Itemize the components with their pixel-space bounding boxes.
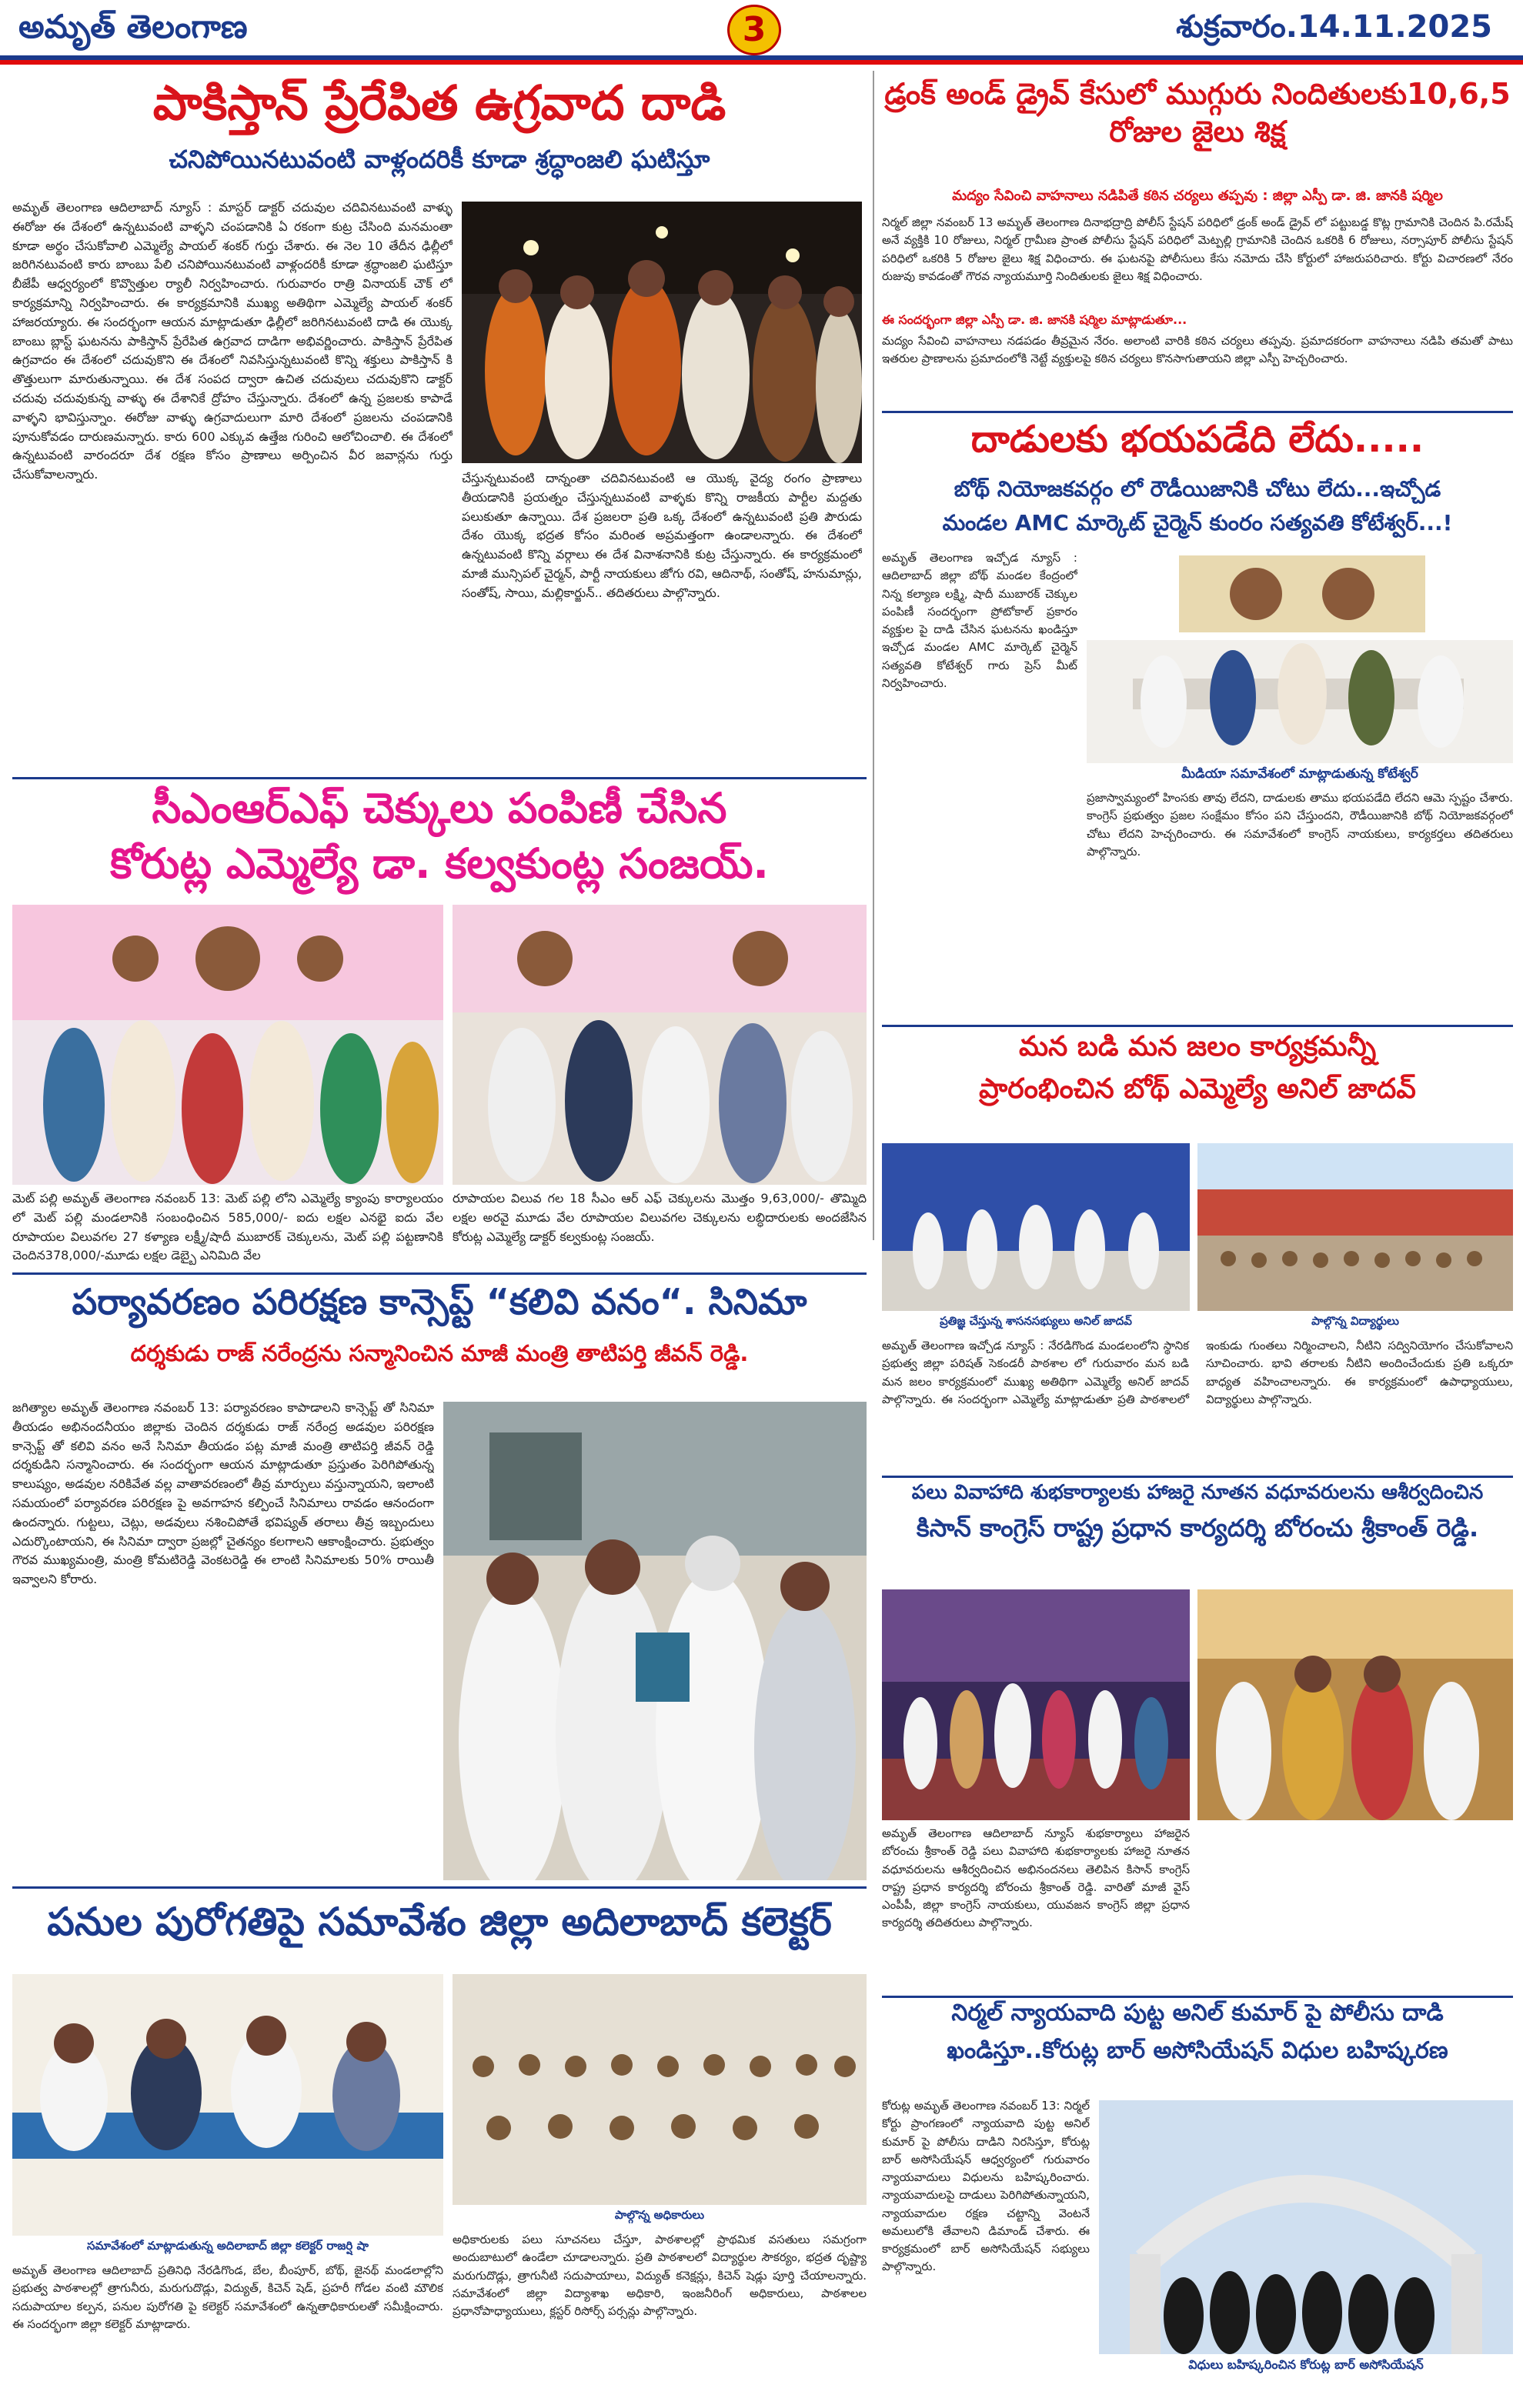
story8-body-right: అధికారులకు పలు సూచనలు చేస్తూ, పాఠశాలల్లో ప్రాథమిక వసతులు సమగ్రంగా అందుబాటులో ఉండేలా చూడాలన్నారు. ప్రతి పాఠశాలలో విద్యార్థుల సౌకర్యం, భద్రత దృష్ట్యా మరుగుదొడ్లు, త్రాగునీటి సదుపాయాలు, విద్యుత్ కనెక్షన్లు, కిచెన్ షెడ్లు పూర్తి చేయాలన్నారు. సమావేశంలో జిల్లా విద్యాశాఖ అధికారి, ఇంజనీరింగ్ అధికారులు, పాఠశాలల ప్రధానోపాధ్యాయులు, క్లస్టర్ రిసోర్స్ పర్సన్లు పాల్గొన్నారు. — [453, 2233, 867, 2318]
story9-headline-line1: నిర్మల్ న్యాయవాది పుట్ట అనిల్ కుమార్ పై పోలీసు దాడి — [951, 2000, 1444, 2026]
story9-divider — [882, 1996, 1513, 1998]
story6-headline: పర్యావరణం పరిరక్షణ కాన్సెప్ట్ “కలివి వనం“. సినిమా — [72, 1281, 807, 1322]
story9-headline-line2: ఖండిస్తూ..కోరుట్ల బార్ అసోసియేషన్ విధుల బహిష్కరణ — [947, 2036, 1448, 2064]
story1-body-right: చేస్తున్నటువంటి దాన్నంతా చదివినటువంటి ఆ యొక్క వైద్య రంగం ప్రాణాలు తీయడానికి ప్రయత్నం చేస్తున్నటువంటి వాళ్ళకు కొన్ని రాజకీయ పార్టీల మద్దతు పలుకుతూ ఉన్నాయి. దేశ ప్రజలరా ప్రతి ఒక్క దేశంలో ఉన్నటువంటి ప్రతి పౌరుడు దేశం యొక్క భద్రత కోసం మరింత అప్రమత్తంగా ఉండాలన్నారు. ఈ దేశంలో ఉన్నటువంటి కొన్ని వర్గాలు ఈ దేశ వినాశనానికి కుట్ర చేస్తున్నారు. ఈ కార్యక్రమంలో మాజీ మున్సిపల్ చైర్మన్, పార్టీ నాయకులు జోగు రవి, ఆదినాథ్, సంతోష్, హనుమాన్లు, సంతోష్, సాయి, మల్లికార్జున్.. తదితరులు పాల్గొన్నారు. — [462, 471, 862, 600]
story4-header — [12, 785, 867, 900]
story4-divider — [12, 777, 867, 779]
story2-headline: డ్రంక్ అండ్ డ్రైవ్ కేసులో ముగ్గురు నిందితులకు10,6,5 రోజుల జైలు శిక్ష — [884, 77, 1511, 149]
story5-headline-line2: ప్రారంభించిన బోథ్ ఎమ్మెల్యే అనిల్ జాదవ్ — [979, 1073, 1416, 1106]
story1-photo — [462, 202, 862, 463]
story6-subheadline: దర్శకుడు రాజ్ నరేంద్రను సన్మానించిన మాజీ మంత్రి తాటిపర్తి జీవన్ రెడ్డి. — [130, 1339, 749, 1366]
story9-body: కోరుట్ల అమృత్ తెలంగాణ నవంబర్ 13: నిర్మల్ కోర్టు ప్రాంగణంలో న్యాయవాది పుట్ట అనిల్ కుమార్ పై పోలీసు దాడిని నిరసిస్తూ, కోరుట్ల బార్ అసోసియేషన్ ఆధ్వర్యంలో గురువారం న్యాయవాదులు విధులను బహిష్కరించారు. న్యాయవాదులపై దాడులు పెరిగిపోతున్నాయని, న్యాయవాదుల రక్షణ చట్టాన్ని వెంటనే అమలులోకి తేవాలని డిమాండ్ చేశారు. ఈ కార్యక్రమంలో బార్ అసోసియేషన్ సభ్యులు పాల్గొన్నారు. — [882, 2099, 1090, 2274]
masthead-rule — [0, 60, 1523, 65]
story7-divider — [882, 1476, 1513, 1478]
story8-caption-left: సమావేశంలో మాట్లాడుతున్న అదిలాబాద్ జిల్లా కలెక్టర్ రాజర్షి షా — [87, 2239, 369, 2253]
story1-header — [12, 71, 867, 194]
story4-headline-line1: సీఎంఆర్ఎఫ్ చెక్కులు పంపిణీ చేసిన — [152, 785, 727, 832]
story2-body: నిర్మల్ జిల్లా నవంబర్ 13 అమృత్ తెలంగాణ దినాభద్రాద్రి పోలీస్ స్టేషన్ పరిధిలో డ్రంక్ అండ్ డ్రైవ్ లో పట్టుబడ్డ కొట్ల గ్రామానికి చెందిన పి.రమేష్ అనే వ్యక్తికి 10 రోజులు, నిర్మల్ గ్రామీణ ప్రాంత పోలీసు స్టేషన్ పరిధిలో మెట్పల్లి గ్రామానికి చెందిన ఒకరికి 6 రోజులు, నర్సాపూర్ పోలీసు స్టేషన్ పరిధిలో ఒకరికి 5 రోజుల జైలు శిక్ష విధించారు. ఈ ఘటనపై పోలీసులు కేసు నమోదు చేసి కోర్టులో హాజరుపరిచారు. కోర్టు విచారణలో నేరం రుజువు కావడంతో గౌరవ న్యాయమూర్తి నిందితులకు జైలు శిక్ష విధించారు. — [882, 215, 1513, 283]
story5-photo-left — [882, 1143, 1190, 1311]
story8-photo-right — [453, 1974, 867, 2205]
story3-body-left: అమృత్ తెలంగాణ ఇచ్చోడ న్యూస్ : ఆదిలాబాద్ జిల్లా బోథ్ మండల కేంద్రంలో నిన్న కల్యాణ లక్ష్మి, షాదీ ముబారక్ చెక్కుల పంపిణీ సందర్భంగా ప్రోటోకాల్ ప్రకారం వ్యక్తుల పై దాడి చేసిన ఘటనను ఖండిస్తూ ఇచ్చోడ మండల AMC మార్కెట్ చైర్మెన్ సత్యవతి కోటేశ్వర్ గారు ప్రెస్ మీట్ నిర్వహించారు. — [882, 551, 1077, 690]
story1-subheadline: చనిపోయినటువంటి వాళ్లందరికీ కూడా శ్రద్ధాంజలి ఘటిస్తూ — [169, 145, 710, 175]
story5-header — [882, 1031, 1513, 1139]
story2-subheadline: మద్యం సేవించి వాహనాలు నడిపితే కఠిన చర్యలు తప్పవు : జిల్లా ఎస్పీ డా. జి. జానకి షర్మిల — [952, 188, 1443, 204]
issue-date: శుక్రవారం.14.11.2025 — [1176, 9, 1492, 45]
story9-header — [882, 2000, 1513, 2093]
story4-headline-line2: కోరుట్ల ఎమ్మెల్యే డా. కల్వకుంట్ల సంజయ్. — [110, 839, 769, 889]
story5-caption-left: ప్రతిజ్ఞ చేస్తున్న శాసనసభ్యులు అనిల్ జాదవ్ — [940, 1314, 1132, 1328]
story3-photo-caption: మీడియా సమావేశంలో మాట్లాడుతున్న కోటేశ్వర్ — [1181, 766, 1418, 782]
story7-headline-line2: కిసాన్ కాంగ్రెస్ రాష్ట్ర ప్రధాన కార్యదర్శి బోరంచు శ్రీకాంత్ రెడ్డి. — [916, 1513, 1479, 1543]
story5-headline-line1: మన బడి మన జలం కార్యక్రమన్నీ — [1018, 1031, 1377, 1062]
story3-headline: దాడులకు భయపడేది లేదు..... — [970, 419, 1424, 461]
story3-subheadline-2: మండల AMC మార్కెట్ చైర్మెన్ కుంరం సత్యవతి కోటేశ్వర్...! — [942, 511, 1453, 535]
story7-photo-left — [882, 1589, 1190, 1820]
story3-subheadline-1: బోథ్ నియోజకవర్గం లో రౌడీయిజానికి చోటు లేదు...ఇచ్చోడ — [954, 477, 1441, 502]
story2-header — [882, 71, 1513, 186]
story8-caption-right: పాల్గొన్న అధికారులు — [614, 2208, 705, 2222]
story7-photo-right — [1197, 1589, 1513, 1820]
story8-headline: పనుల పురోగతిపై సమావేశం జిల్లా అదిలాబాద్ కలెక్టర్ — [47, 1899, 832, 1944]
page-number-badge: 3 — [727, 5, 781, 55]
story8-divider — [12, 1886, 867, 1889]
story7-headline-line1: పలు వివాహాది శుభకార్యాలకు హాజరై నూతన వధూవరులను ఆశీర్వదించిన — [911, 1481, 1484, 1504]
story4-body-right: రూపాయల విలువ గల 18 సీఎం ఆర్ ఎఫ్ చెక్కులను మొత్తం 9,63,000/- తొమ్మిది లక్షల అరవై మూడు వేల రూపాయల విలువగల చెక్కులను లబ్ధిదారులకు అందజేసిన కోరుట్ల ఎమ్మెల్యే డాక్టర్ కల్వకుంట్ల సంజయ్. — [453, 1191, 867, 1244]
story2-quote: మద్యం సేవించి వాహనాలు నడపడం తీవ్రమైన నేరం. అలాంటి వారికి కఠిన చర్యలు తప్పవు. ప్రమాదకరంగా వాహనాలు నడిపి తమతో పాటు ఇతరుల ప్రాణాలను ప్రమాదంలోకి నెట్టే వ్యక్తులపై కఠిన చర్యలు కొనసాగుతాయని జిల్లా ఎస్పీ హెచ్చరించారు. — [882, 334, 1513, 366]
story3-body-right: ప్రజాస్వామ్యంలో హింసకు తావు లేదని, దాడులకు తాము భయపడేది లేదని ఆమె స్పష్టం చేశారు. కాంగ్రెస్ ప్రభుత్వం ప్రజల సంక్షేమం కోసం పని చేస్తుందని, రౌడీయిజానికి బోథ్ నియోజకవర్గంలో చోటు లేదని హెచ్చరించారు. ఈ సమావేశంలో కాంగ్రెస్ నాయకులు, కార్యకర్తలు తదితరులు పాల్గొన్నారు. — [1087, 791, 1513, 859]
story2-divider — [882, 411, 1513, 413]
story5-body: అమృత్ తెలంగాణ ఇచ్చోడ న్యూస్ : నేరడిగొండ మండలంలోని స్థానిక ప్రభుత్వ జిల్లా పరిషత్ సెకండరీ పాఠశాల లో గురువారం మన బడి మన జలం కార్యక్రమంలో ముఖ్య అతిథిగా ఎమ్మెల్యే అనిల్ జాదవ్ పాల్గొన్నారు. ఈ సందర్భంగా ఎమ్మెల్యే మాట్లాడుతూ ప్రతి పాఠశాలలో ఇంకుడు గుంతలు నిర్మించాలని, నీటిని సద్వినియోగం చేసుకోవాలని సూచించారు. భావి తరాలకు నీటిని అందించేందుకు ప్రతి ఒక్కరూ బాధ్యత వహించాలన్నారు. ఈ కార్యక్రమంలో ఉపాధ్యాయులు, విద్యార్థులు పాల్గొన్నారు. — [882, 1339, 1513, 1406]
story3-header — [882, 419, 1513, 474]
story5-photo-right — [1197, 1143, 1513, 1311]
story5-divider — [882, 1025, 1513, 1027]
story6-photo — [443, 1402, 867, 1880]
story4-photo-left — [12, 905, 443, 1185]
story1-headline: పాకిస్తాన్ ప్రేరేపిత ఉగ్రవాద దాడి — [152, 75, 726, 131]
story8-header — [12, 1893, 867, 1969]
story7-header — [882, 1480, 1513, 1580]
story5-caption-right: పాల్గొన్న విద్యార్థులు — [1311, 1314, 1399, 1328]
story8-photo-left — [12, 1974, 443, 2236]
story6-header — [12, 1279, 867, 1394]
story9-photo — [1099, 2100, 1513, 2354]
story2-quote-label: ఈ సందర్భంగా జిల్లా ఎస్పీ డా. జి. జానకి షర్మిల మాట్లాడుతూ... — [882, 312, 1187, 327]
story4-photo-right — [453, 905, 867, 1185]
story8-body-left: అమృత్ తెలంగాణ ఆదిలాబాద్ ప్రతినిధి నేరడిగొండ, బేల, బీంపూర్, బోథ్, జైనథ్ మండలాల్లోని ప్రభుత్వ పాఠశాలల్లో త్రాగునీరు, మరుగుదొడ్లు, విద్యుత్, కిచెన్ షెడ్, ప్రహరీ గోడల వంటి మౌలిక సదుపాయాల కల్పన, పనుల పురోగతి పై కలెక్టర్ సమావేశంలో ఉన్నతాధికారులతో సమీక్షించారు. ఈ సందర్భంగా జిల్లా కలెక్టర్ మాట్లాడారు. — [12, 2263, 443, 2331]
story6-body: జగిత్యాల అమృత్ తెలంగాణ నవంబర్ 13: పర్యావరణం కాపాడాలని కాన్సెప్ట్ తో సినిమా తీయడం అభినందనీయం జిల్లాకు చెందిన దర్శకుడు రాజ్ నరేంద్ర అడవుల పరిరక్షణ కాన్సెప్ట్ తో కలివి వనం అనే సినిమా తీయడం పట్ల మాజీ మంత్రి తాటిపర్తి జీవన్ రెడ్డి దర్శకుడిని సన్మానించారు. ఈ సందర్భంగా ఆయన మాట్లాడుతూ ప్రస్తుతం పెరిగిపోతున్న కాలుష్యం, అడవుల నరికివేత వల్ల వాతావరణంలో తీవ్ర మార్పులు వస్తున్నాయని, ఇలాంటి సమయంలో పర్యావరణ పరిరక్షణ పై అవగాహన కల్పించే సినిమాలు రావడం ఆనందంగా ఉందన్నారు. గుట్టలు, చెట్లు, అడవులు నశించిపోతే భవిష్యత్ తరాలు తీవ్ర ఇబ్బందులు ఎదుర్కొంటాయని, ఈ సినిమా ద్వారా ప్రజల్లో చైతన్యం కలగాలని ఆకాంక్షించారు. ప్రభుత్వం గౌరవ ముఖ్యమంత్రి, మంత్రి కోమటిరెడ్డి వెంకటరెడ్డి ఈ లాంటి సినిమాలకు 50% రాయితీ ఇవ్వాలని కోరారు. — [12, 1400, 434, 1587]
story1-body-left: అమృత్ తెలంగాణ ఆదిలాబాద్ న్యూస్ : మాస్టర్ డాక్టర్ చదువుల చదివినటువంటి వాళ్ళు ఈరోజు ఈ దేశంలో ఉన్నటువంటి వాళ్ళని చంపడానికి ఏ రకంగా కుట్ర చేసింది మనమంతా కూడా అర్థం చేసుకోవాలి ఎమ్మెల్యే పాయల్ శంకర్ గుర్తు చేశారు. ఈ నెల 10 తేదీన ఢిల్లీలో జరిగినటువంటి కారు బాంబు పేలి చనిపోయినటువంటి వాళ్లందరికీ కూడా శ్రద్ధాంజలి ఘటిస్తూ బీజేపీ ఆధ్వర్యంలో కొవ్వొత్తుల ర్యాలీ నిర్వహించారు. గురువారం రాత్రి వినాయక్ చౌక్ లో కార్యక్రమాన్ని నిర్వహించారు. ఈ కార్యక్రమానికి ముఖ్య అతిథిగా ఎమ్మెల్యే పాయల్ శంకర్ హాజరయ్యారు. ఈ సందర్భంగా ఆయన మాట్లాడుతూ ఢిల్లీలో జరిగినటువంటి దాడి ఈ యొక్క బాంబు బ్లాస్ట్ ఘటనను పాకిస్తాన్ ప్రేరేపిత ఉగ్రవాద దాడిగా అభివర్ణించారు. పాకిస్తాన్ ప్రేరేపిత ఉగ్రవాదం ఈ దేశంలో చదువుకొని ఈ దేశంలో నివసిస్తున్నటువంటి కొన్ని శక్తులు పాకిస్తాన్ కి తొత్తులుగా మారుతున్నాయి. ఈ దేశ సంపద ద్వారా ఉచిత చదువులు చదువుకొని డాక్టర్ చదువు చదువుకున్న వాళ్ళు ఈ దేశానికే ద్రోహం చేస్తున్నారు. దేశంలో ఉన్న ప్రజలకు కాపాడే వాళ్ళని భావిస్తున్నాం. ఈరోజు వాళ్ళు ఉగ్రవాదులుగా మారి దేశంలో ప్రజలను చంపడానికి పూనుకోవడం దారుణమన్నారు. కారు 600 ఎక్కువ ఉత్తేజ గురించి ఆలోచించాలి. ఈ దేశంలో ఉన్నటువంటి వారందరూ దేశ రక్షణ కోసం ప్రాణాలు అర్పించిన వీర జవాన్లను గుర్తు చేసుకోవాలన్నారు. — [12, 200, 453, 482]
masthead — [0, 0, 1523, 60]
story9-caption: విధులు బహిష్కరించిన కోరుట్ల బార్ అసోసియేషన్ — [1188, 2357, 1424, 2372]
story4-body-left: మెట్ పల్లి అమృత్ తెలంగాణ నవంబర్ 13: మెట్ పల్లి లోని ఎమ్మెల్యే క్యాంపు కార్యాలయం లో మెట్ పల్లి మండలానికి సంబంధించిన 585,000/- ఐదు లక్షల ఎనభై ఐదు వేల రూపాయల విలువగల 27 కళ్యాణ లక్ష్మీ/షాదీ ముబారక్ చెక్కులను, మెట్ పల్లి పట్టణానికి చెందిన378,000/-మూడు లక్షల డెబ్బై ఎనిమిది వేల — [12, 1191, 443, 1263]
column-divider — [873, 71, 874, 1240]
paper-name: అమృత్ తెలంగాణ — [18, 8, 248, 45]
story3-photo — [1087, 548, 1513, 763]
story7-body: అమృత్ తెలంగాణ ఆదిలాబాద్ న్యూస్ శుభకార్యాలు హాజరైన బోరంచు శ్రీకాంత్ రెడ్డి పలు వివాహాది శుభకార్యాలకు హాజరై నూతన వధూవరులను ఆశీర్వదించిన అభినందనలు తెలిపిన కిసాన్ కాంగ్రెస్ రాష్ట్ర ప్రధాన కార్యదర్శి బోరంచు శ్రీకాంత్ రెడ్డి. వారితో మాజీ వైస్ ఎంపీపీ, జిల్లా కాంగ్రెస్ నాయకులు, యువజన కాంగ్రెస్ జిల్లా ప్రధాన కార్యదర్శి తదితరులు పాల్గొన్నారు. — [882, 1826, 1190, 1930]
story6-divider — [12, 1272, 867, 1275]
